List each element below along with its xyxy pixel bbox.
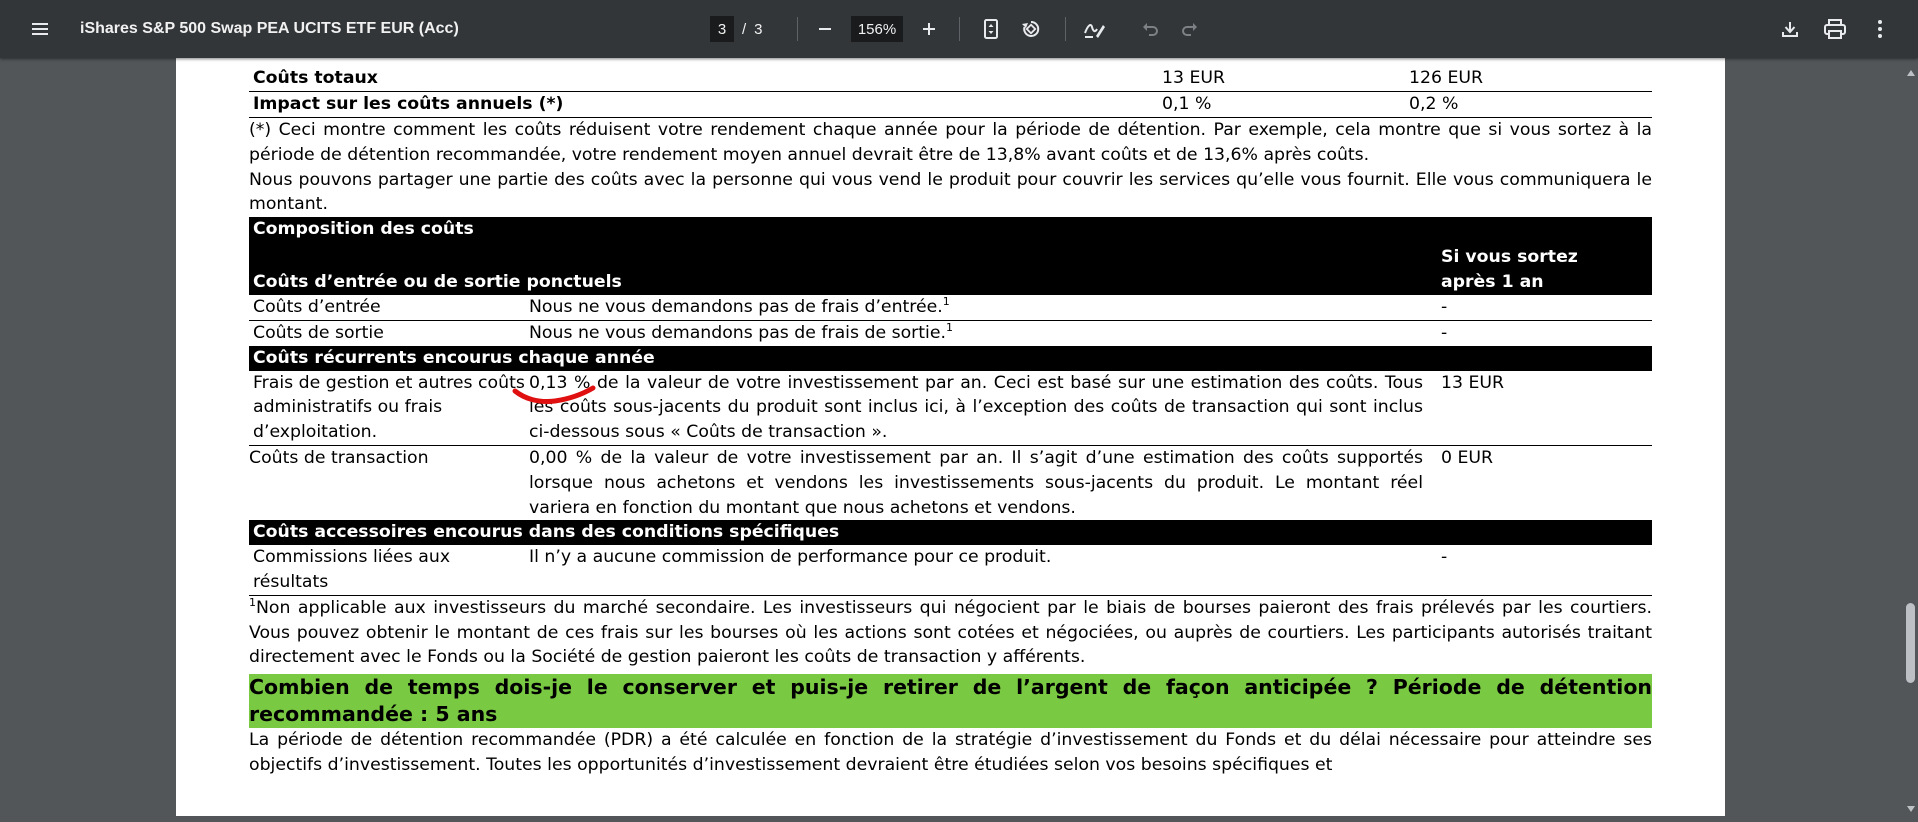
recurring-costs-header: Coûts récurrents encourus chaque année <box>249 346 1652 371</box>
management-fees-label: Frais de gestion et autres coûts administratifs ou frais d’exploitation. <box>253 372 525 443</box>
incidental-costs-header: Coûts accessoires encourus dans des conditions spécifiques <box>249 520 1652 545</box>
performance-fees-label: Commissions liées aux résultats <box>253 547 451 592</box>
management-fees-desc: 0,13 % de la valeur de votre investissement par an. Ceci est basé sur une estimation des coûts. Tous les coûts sous-jacents du produit sont inclus ici, à l’exception des coûts de transaction qui sont inclus ci-dessous sous « Coûts de transaction ». <box>529 372 1423 443</box>
annual-impact-label: Impact sur les coûts annuels (*) <box>253 94 564 114</box>
fit-page-icon[interactable] <box>973 11 1009 47</box>
print-icon[interactable] <box>1817 11 1853 47</box>
transaction-costs-value: 0 EUR <box>1441 447 1494 468</box>
holding-period-paragraph: La période de détention recommandée (PDR) a été calculée en fonction de la stratégie d’investissement du Fonds et du délai nécessaire pour atteindre ses objectifs d’investissement. Toutes les opportunités d’investissement devraient être étudiées selon vos besoins spécifiques et <box>249 730 1652 775</box>
toolbar-divider <box>959 17 960 41</box>
composition-title: Composition des coûts <box>253 219 474 240</box>
pdf-page <box>176 58 1725 816</box>
zoom-in-icon[interactable] <box>911 11 947 47</box>
performance-fees-value: - <box>1441 547 1448 568</box>
scrollbar-thumb[interactable] <box>1906 603 1915 683</box>
menu-icon[interactable] <box>22 11 58 47</box>
total-costs-label: Coûts totaux <box>253 68 378 88</box>
entry-exit-header: Coûts d’entrée ou de sortie ponctuels <box>253 272 622 293</box>
total-costs-value-1: 13 EUR <box>1162 68 1226 88</box>
download-icon[interactable] <box>1772 11 1808 47</box>
distributor-paragraph: Nous pouvons partager une partie des coûts avec la personne qui vous vend le produit pour couvrir les services qu’elle vous fournit. Elle vous communiquera le montant. <box>249 169 1652 215</box>
page-separator: / <box>742 20 747 38</box>
annotate-icon[interactable] <box>1076 11 1112 47</box>
total-costs-value-2: 126 EUR <box>1409 68 1484 88</box>
entry-costs-label: Coûts d’entrée <box>253 297 381 318</box>
transaction-costs-desc: 0,00 % de la valeur de votre investissement par an. Il s’agit d’une estimation des coûts supportés lorsque nous achetons et vendons les investissements sous-jacents du produit. Le montant réel variera en fonction du montant que nous achetons et vendons. <box>529 447 1423 518</box>
more-icon[interactable] <box>1862 11 1898 47</box>
document-title: iShares S&P 500 Swap PEA UCITS ETF EUR (Acc) <box>80 20 459 37</box>
management-fees-value: 13 EUR <box>1441 372 1505 393</box>
undo-icon[interactable] <box>1133 11 1169 47</box>
toolbar-divider <box>1065 17 1066 41</box>
composition-header <box>249 217 1652 295</box>
exit-costs-row <box>249 321 1652 346</box>
rotate-icon[interactable] <box>1013 11 1049 47</box>
toolbar-divider <box>797 17 798 41</box>
annual-impact-value-2: 0,2 % <box>1409 94 1459 114</box>
total-costs-row <box>249 66 1652 92</box>
exit-costs-desc: Nous ne vous demandons pas de frais de sortie.$^1$ <box>529 321 953 343</box>
cost-explanation-paragraph: (*) Ceci montre comment les coûts réduisent votre rendement chaque année pour la période de détention. Par exemple, cela montre que si vous sortez à la période de détention recommandée, votre rendement moyen annuel devrait être de 13,8% avant coûts et de 13,6% après coûts. <box>249 120 1652 165</box>
pdf-toolbar <box>0 0 1918 58</box>
entry-costs-desc: Nous ne vous demandons pas de frais d’entrée.$^1$ <box>529 295 950 318</box>
transaction-costs-row <box>249 446 1652 520</box>
management-fees-row <box>249 371 1652 446</box>
entry-costs-value: - <box>1441 297 1448 318</box>
zoom-level-input[interactable]: 156% <box>851 16 903 42</box>
annual-impact-row <box>249 92 1652 118</box>
transaction-costs-label: Coûts de transaction <box>249 447 429 468</box>
exit-costs-label: Coûts de sortie <box>253 322 384 343</box>
exit-costs-value: - <box>1441 322 1448 343</box>
scroll-up-arrow-icon[interactable] <box>1907 70 1915 76</box>
performance-fees-desc: Il n’y a aucune commission de performance pour ce produit. <box>529 547 1052 568</box>
management-fee-rate: 0,13 % <box>529 372 591 393</box>
annual-impact-value-1: 0,1 % <box>1162 94 1212 114</box>
total-pages: 3 <box>754 20 763 38</box>
redo-icon[interactable] <box>1171 11 1207 47</box>
footnote: $^1$Non applicable aux investisseurs du marché secondaire. Les investisseurs qui négocient par le biais de bourses paieront des frais prélevés par les courtiers. Vous pouvez obtenir le montant de ces frais sur les bourses où les actions sont cotées et négociées, ou auprès de courtiers. Les participants autorisés traitant directement avec le Fonds ou la Société de gestion paieront les coûts de transaction y afférents. <box>249 595 1652 668</box>
zoom-out-icon[interactable] <box>807 11 843 47</box>
exit-after-header: Si vous sortez après 1 an <box>1441 247 1578 293</box>
scroll-down-arrow-icon[interactable] <box>1907 806 1915 812</box>
page-number-input[interactable]: 3 <box>710 16 734 42</box>
document-content <box>249 66 1652 778</box>
holding-period-heading: Combien de temps dois-je le conserver et puis-je retirer de l’argent de façon anticipée ? Période de détention recommandée : 5 ans <box>249 675 1652 727</box>
pen-underline-mark <box>511 385 601 409</box>
entry-costs-row <box>249 295 1652 321</box>
performance-fees-row <box>249 545 1652 596</box>
vertical-scrollbar[interactable] <box>1904 58 1918 822</box>
